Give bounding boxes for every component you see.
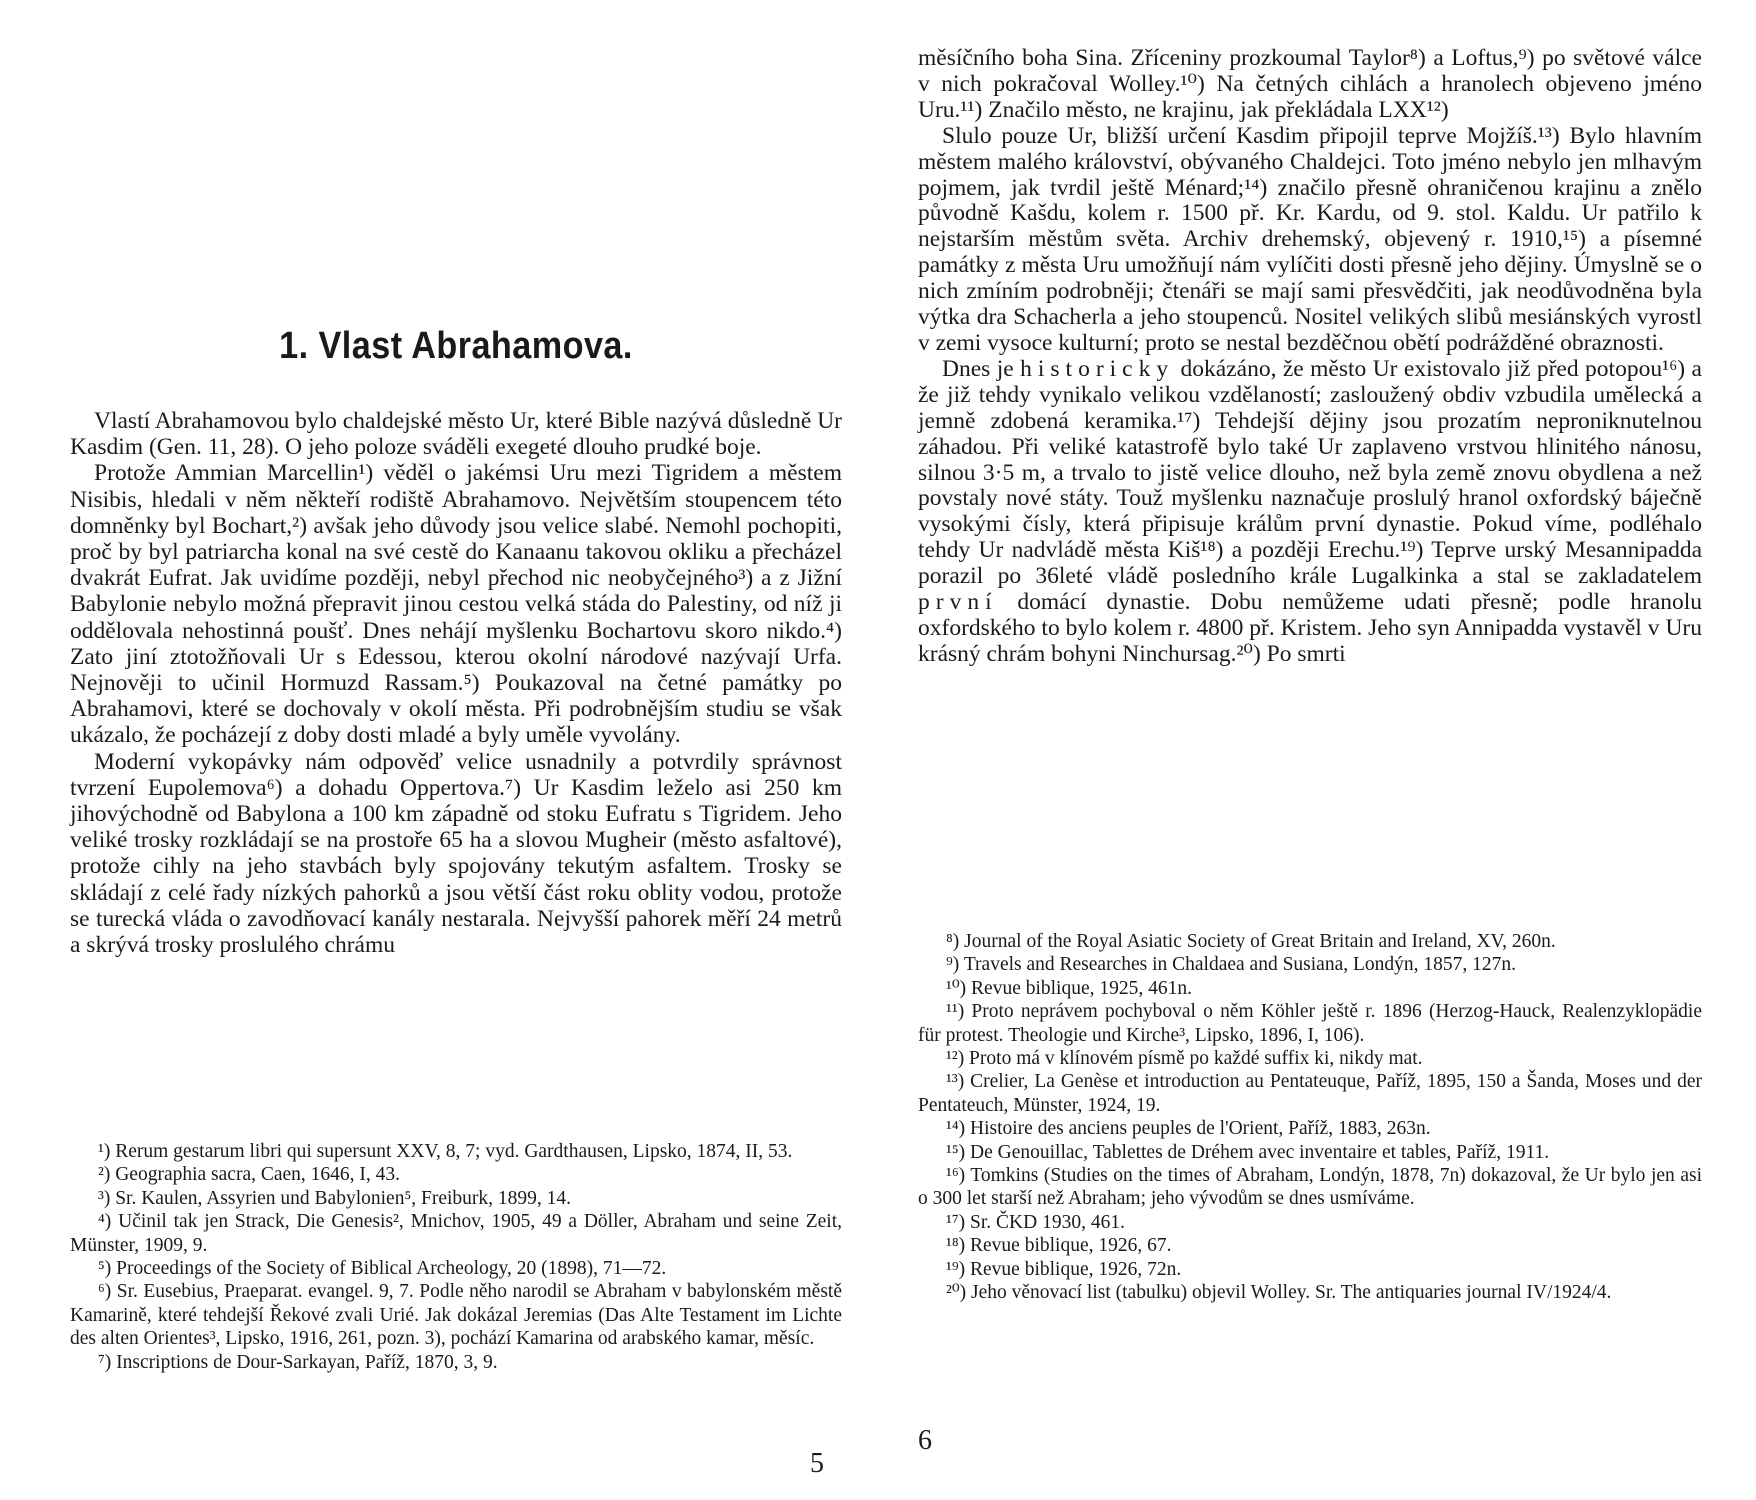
footnote: ¹³) Crelier, La Genèse et introduction au Pentateuque, Paříž, 1895, 150 a Šanda, Moses und der Pentateuch, Münster, 1924, 19. bbox=[918, 1071, 1702, 1116]
emphasis-spaced: první bbox=[918, 589, 998, 616]
footnote: ¹⁷) Sr. ČKD 1930, 461. bbox=[946, 1211, 1125, 1233]
paragraph: měsíčního boha Sina. Zříceniny prozkoumal Taylor⁸) a Loftus,⁹) po světové válce v nich pokračoval Wolley.¹⁰) Na četných cihlách a hranolech objeveno jméno Uru.¹¹) Značilo město, ne krajinu, jak překládala LXX¹²) bbox=[918, 45, 1702, 123]
footnote: ³) Sr. Kaulen, Assyrien und Babylonien⁵, Freiburk, 1899, 14. bbox=[98, 1187, 572, 1209]
left-body-text bbox=[70, 408, 842, 958]
footnote: ²⁰) Jeho věnovací list (tabulku) objevil Wolley. Sr. The antiquaries journal IV/1924/4. bbox=[946, 1282, 1612, 1304]
footnote: ¹⁶) Tomkins (Studies on the times of Abraham, Londýn, 1878, 7n) dokazoval, že Ur bylo jen asi o 300 let starší než Abraham; jeho vývodům se dnes usmíváme. bbox=[918, 1165, 1702, 1210]
footnote: ⁸) Journal of the Royal Asiatic Society of Great Britain and Ireland, XV, 260n. bbox=[946, 931, 1556, 952]
chapter-title: 1. Vlast Abrahamova. bbox=[279, 325, 633, 367]
right-body-text bbox=[918, 46, 1702, 668]
page-number: 5 bbox=[810, 1448, 824, 1479]
footnote: ⁶) Sr. Eusebius, Praeparat. evangel. 9, 7. Podle něho narodil se Abraham v babylonském městě Kamarině, které tehdejší Řekové zvali Urié. Jak dokázal Jeremias (Das Alte Testament im Lichte des alten Orientes³, Lipsko, 1916, 261, pozn. 3), pochází Kamarina od arabského kamar, měsíc. bbox=[70, 1281, 842, 1350]
footnote: ⁹) Travels and Researches in Chaldaea and Susiana, Londýn, 1857, 127n. bbox=[946, 954, 1517, 976]
footnote: ⁷) Inscriptions de Dour-Sarkayan, Paříž, 1870, 3, 9. bbox=[98, 1351, 498, 1373]
right-page bbox=[878, 0, 1756, 1500]
text-run: domácí dynastie. Dobu nemůžeme udati přesně; podle hranolu oxfordského to bylo kolem r. 4800 př. Kristem. Jeho syn Annipadda vystavěl v Uru krásný chrám bohyni Ninchursag.²⁰) Po smrti bbox=[918, 589, 1702, 667]
paragraph: Moderní vykopávky nám odpověď velice usnadnily a potvrdily správnost tvrzení Eupolemova⁶) a dohadu Oppertova.⁷) Ur Kasdim leželo asi 250 km jihovýchodně od Babylona a 100 km západně od stoku Eufratu s Tigridem. Jeho veliké trosky rozkládají se na prostoře 65 ha a slovou Mugheir (město asfaltové), protože cihly na jeho stavbách byly spojovány tekutým asfaltem. Trosky se skládají z celé řady nízkých pahorků a jsou větší část roku oblity vodou, protože se turecká vláda o zavodňovací kanály nestarala. Nejvyšší pahorek měří 24 metrů a skrývá trosky proslulého chrámu bbox=[70, 748, 842, 959]
footnote: ¹⁹) Revue biblique, 1926, 72n. bbox=[946, 1258, 1182, 1280]
footnote: ⁵) Proceedings of the Society of Biblical Archeology, 20 (1898), 71—72. bbox=[98, 1258, 667, 1280]
paragraph: Slulo pouze Ur, bližší určení Kasdim připojil teprve Mojžíš.¹³) Bylo hlavním městem malého království, obývaného Chaldejci. Toto jméno nebylo jen mlhavým pojmem, jak tvrdil ještě Ménard;¹⁴) značilo přesně ohraničenou krajinu a znělo původně Kašdu, kolem r. 1500 př. Kr. Kardu, od 9. stol. Kaldu. Ur patřilo k nejstarším městům světa. Archiv drehemský, objevený r. 1910,¹⁵) a písemné památky z města Uru umožňují nám vylíčiti dosti přesně jeho dějiny. Úmyslně se o nich zmíním podrobněji; čtenáři se mají sami přesvědčiti, jak neodůvodněna byla výtka dra Schacherla a jeho stoupenců. Nositel velikých slibů mesiánských vyrostl v zemi vysoce kulturní; proto se nestal bezděčnou obětí podrážděné obraznosti. bbox=[918, 122, 1702, 356]
footnote: ¹¹) Proto neprávem pochyboval o něm Köhler ještě r. 1896 (Herzog-Hauck, Realenzyklopädie für protest. Theologie und Kirche³, Lipsko, 1896, I, 106). bbox=[918, 1001, 1702, 1046]
emphasis-spaced: historicky bbox=[1020, 355, 1175, 382]
paragraph bbox=[918, 357, 1702, 668]
footnote: ¹⁰) Revue biblique, 1925, 461n. bbox=[946, 977, 1193, 999]
paragraph: Vlastí Abrahamovou bylo chaldejské město Ur, které Bible nazývá důsledně Ur Kasdim (Gen. 11, 28). O jeho poloze sváděli exegeté dlouho prudké boje. bbox=[70, 408, 842, 461]
page-number: 6 bbox=[918, 1425, 932, 1456]
text-run: Dnes je bbox=[942, 355, 1021, 382]
footnote: ¹⁵) De Genouillac, Tablettes de Dréhem avec inventaire et tables, Paříž, 1911. bbox=[946, 1141, 1550, 1163]
paragraph: Protože Ammian Marcellin¹) věděl o jakémsi Uru mezi Tigridem a městem Nisibis, hledali v něm někteří rodiště Abrahamovo. Největším stoupencem této domněnky byl Bochart,²) avšak jeho důvody jsou velice slabé. Nemohl pochopiti, proč by byl patriarcha konal na své cestě do Kanaanu takovou okliku a přecházel dvakrát Eufrat. Jak uvidíme později, nebyl přechod nic neobyčejného³) a z Jižní Babylonie nebylo možná přepravit jinou cestou velká stáda do Palestiny, od níž ji oddělovala nehostinná poušť. Dnes nehájí myšlenku Bochartovu skoro nikdo.⁴) Zato jiní ztotožňovali Ur s Edessou, kterou okolní národové nazývají Urfa. Nejnověji to učinil Hormuzd Rassam.⁵) Poukazoval na četné památky po Abrahamovi, které se dochovaly v okolí města. Při podrobnějším studiu se však ukázalo, že pocházejí z doby dosti mladé a byly uměle vyvolány. bbox=[70, 460, 842, 749]
footnote: ²) Geographia sacra, Caen, 1646, I, 43. bbox=[98, 1164, 401, 1186]
footnote: ¹⁴) Histoire des anciens peuples de l'Orient, Paříž, 1883, 263n. bbox=[946, 1118, 1431, 1140]
left-footnotes bbox=[70, 1140, 842, 1374]
footnote: ¹) Rerum gestarum libri qui supersunt XXV, 8, 7; vyd. Gardthausen, Lipsko, 1874, II, 53. bbox=[98, 1141, 793, 1162]
footnote: ⁴) Učinil tak jen Strack, Die Genesis², Mnichov, 1905, 49 a Döller, Abraham und seine Zeit, Münster, 1909, 9. bbox=[70, 1211, 842, 1256]
footnote: ¹⁸) Revue biblique, 1926, 67. bbox=[946, 1235, 1172, 1257]
text-run: dokázáno, že město Ur existovalo již před potopou¹⁶) a že již tehdy vynikalo velikou vzdělaností; zasloužený obdiv vzbudila umělecká a jemně zdobená keramika.¹⁷) Tehdejší dějiny jsou prozatím neproniknutelnou záhadou. Při veliké katastrofě bylo také Ur zaplaveno vrstvou hlinitého nánosu, silnou 3·5 m, a trvalo to jistě velice dlouho, než byla země znovu obydlena a než povstaly nové státy. Touž myšlenku naznačuje proslulý hranol oxfordský báječně vysokými čísly, která připisuje králům první dynastie. Pokud víme, podléhalo tehdy Ur nadvládě města Kiš¹⁸) a později Erechu.¹⁹) Teprve urský Mesannipadda porazil po 36leté vládě posledního krále Lugalkinka a stal se zakladatelem bbox=[918, 355, 1702, 590]
footnote: ¹²) Proto má v klínovém písmě po každé suffix ki, nikdy mat. bbox=[946, 1048, 1423, 1070]
right-footnotes bbox=[918, 930, 1702, 1305]
